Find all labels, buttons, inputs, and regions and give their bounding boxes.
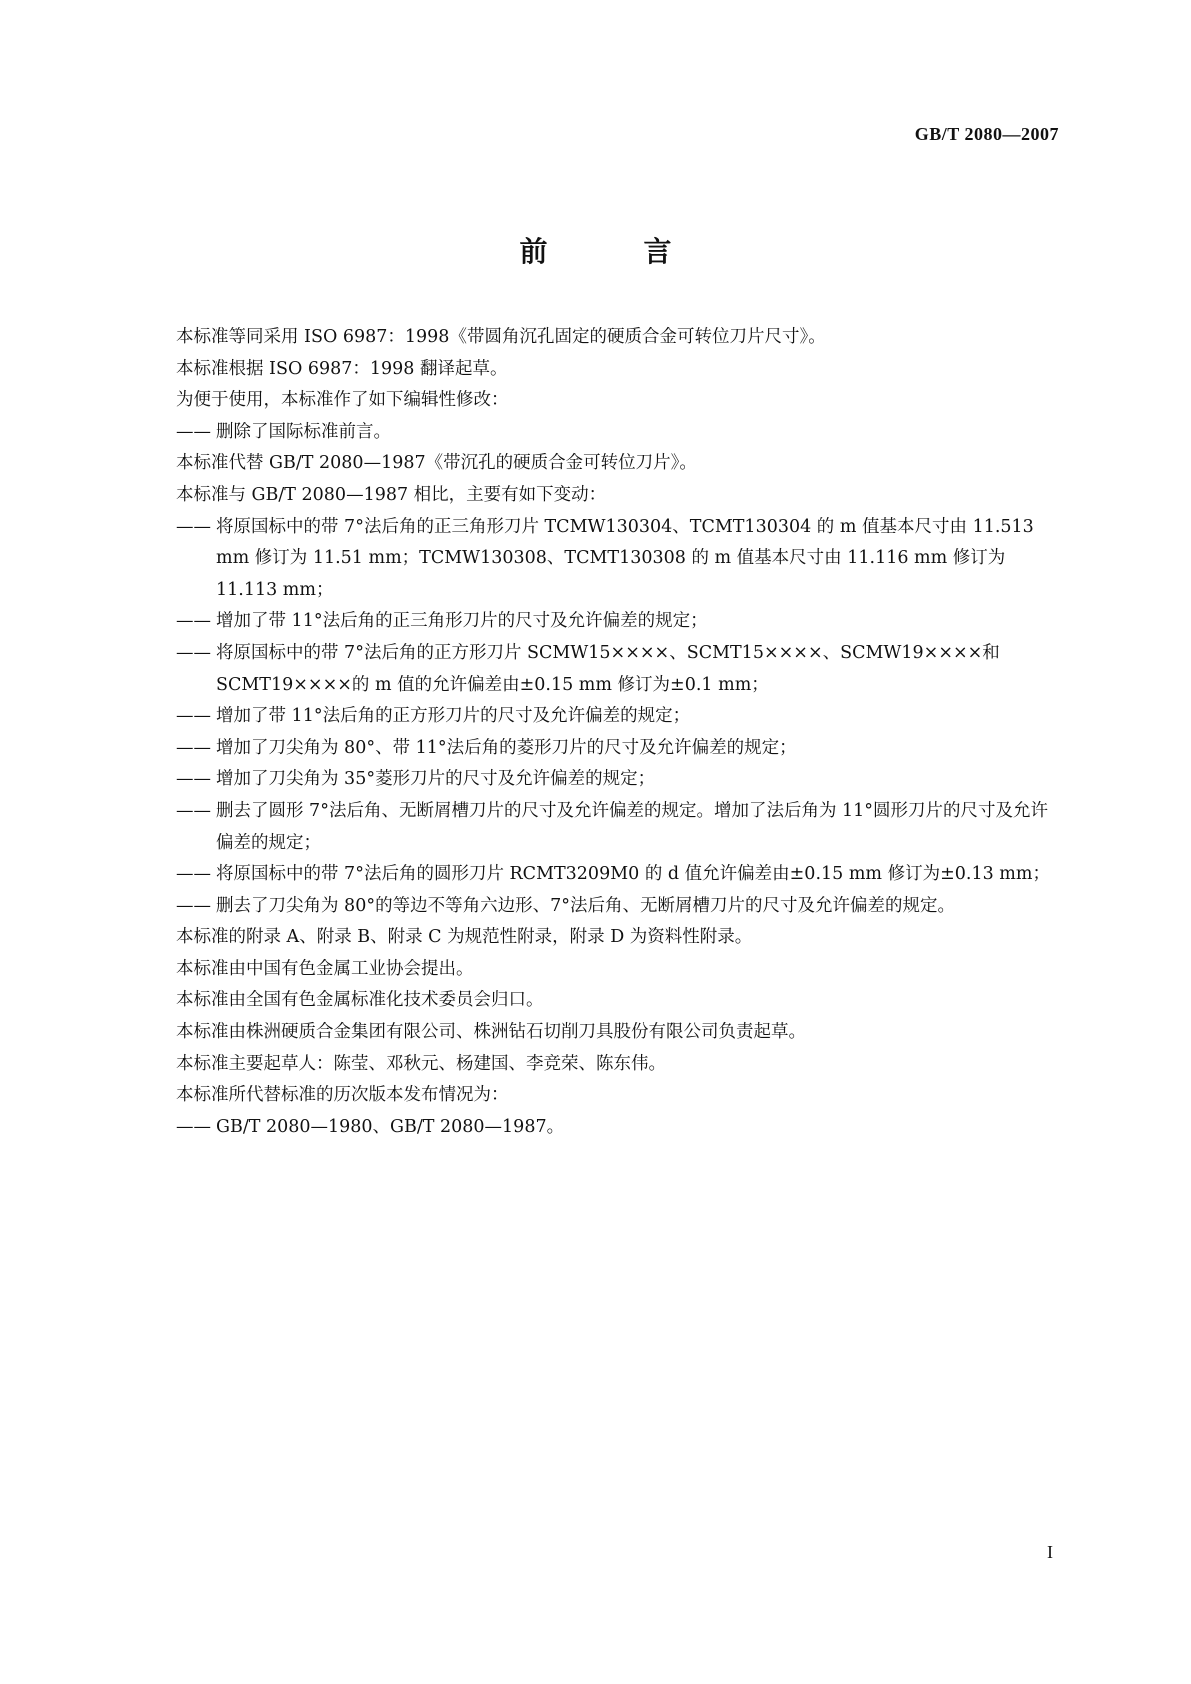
list-dash: —— xyxy=(176,516,211,537)
line-text: 增加了刀尖角为 80°、带 11°法后角的菱形刀片的尺寸及允许偏差的规定； xyxy=(216,737,797,758)
line-text: 本标准由中国有色金属工业协会提出。 xyxy=(176,958,474,979)
paragraph xyxy=(176,322,1056,354)
line-text: 删除了国际标准前言。 xyxy=(216,421,391,442)
list-item xyxy=(176,606,1056,638)
line-text: 为便于使用，本标准作了如下编辑性修改： xyxy=(176,390,509,411)
list-dash: —— xyxy=(176,1116,211,1137)
list-dash: —— xyxy=(176,800,211,821)
line-text: 增加了带 11°法后角的正方形刀片的尺寸及允许偏差的规定； xyxy=(216,706,691,727)
line-text: 将原国标中的带 7°法后角的圆形刀片 RCMT3209M0 的 d 值允许偏差由±0.15 mm 修订为±0.13 mm； xyxy=(216,864,1050,885)
list-item xyxy=(176,417,1056,449)
paragraph xyxy=(176,448,1056,480)
list-item xyxy=(176,764,1056,796)
page-number: I xyxy=(1047,1542,1053,1562)
line-text: 增加了带 11°法后角的正三角形刀片的尺寸及允许偏差的规定； xyxy=(216,611,708,632)
list-item xyxy=(176,512,1056,607)
line-text: 本标准根据 ISO 6987：1998 翻译起草。 xyxy=(176,358,508,379)
list-dash: —— xyxy=(176,611,211,632)
paragraph xyxy=(176,385,1056,417)
list-dash: —— xyxy=(176,642,211,663)
paragraph xyxy=(176,985,1056,1017)
paragraph xyxy=(176,1017,1056,1049)
line-text: 本标准与 GB/T 2080—1987 相比，主要有如下变动： xyxy=(176,484,607,505)
line-text: 将原国标中的带 7°法后角的正三角形刀片 TCMW130304、TCMT130304 的 m 值基本尺寸由 11.513 mm 修订为 11.51 mm；TCMW130308、TCMT130308 的 m 值基本尺寸由 11.116 mm 修订为 11.113 mm； xyxy=(216,516,1034,600)
paragraph xyxy=(176,354,1056,386)
line-text: 本标准由全国有色金属标准化技术委员会归口。 xyxy=(176,990,544,1011)
document-body xyxy=(176,322,1056,1143)
list-dash: —— xyxy=(176,737,211,758)
paragraph xyxy=(176,480,1056,512)
line-text: 本标准所代替标准的历次版本发布情况为： xyxy=(176,1085,509,1106)
list-item xyxy=(176,859,1056,891)
paragraph xyxy=(176,1080,1056,1112)
list-item xyxy=(176,638,1056,701)
line-text: 本标准主要起草人：陈莹、邓秋元、杨建国、李竞荣、陈东伟。 xyxy=(176,1053,666,1074)
page-title: 前 言 xyxy=(519,235,706,268)
line-text: 增加了刀尖角为 35°菱形刀片的尺寸及允许偏差的规定； xyxy=(216,769,656,790)
list-dash: —— xyxy=(176,895,211,916)
list-item xyxy=(176,1112,1056,1144)
list-dash: —— xyxy=(176,769,211,790)
line-text: 删去了圆形 7°法后角、无断屑槽刀片的尺寸及允许偏差的规定。增加了法后角为 11°圆形刀片的尺寸及允许偏差的规定； xyxy=(216,800,1049,853)
list-item xyxy=(176,733,1056,765)
line-text: 本标准等同采用 ISO 6987：1998《带圆角沉孔固定的硬质合金可转位刀片尺寸》。 xyxy=(176,327,826,347)
list-dash: —— xyxy=(176,421,211,442)
list-dash: —— xyxy=(176,864,211,885)
line-text: 本标准代替 GB/T 2080—1987《带沉孔的硬质合金可转位刀片》。 xyxy=(176,453,697,474)
standard-code: GB/T 2080—2007 xyxy=(914,124,1059,144)
line-text: 删去了刀尖角为 80°的等边不等角六边形、7°法后角、无断屑槽刀片的尺寸及允许偏差的规定。 xyxy=(216,895,955,916)
paragraph xyxy=(176,1049,1056,1081)
line-text: 将原国标中的带 7°法后角的正方形刀片 SCMW15××××、SCMT15××××、SCMW19××××和 SCMT19××××的 m 值的允许偏差由±0.15 mm 修订为±0.1 mm； xyxy=(216,642,1000,695)
line-text: GB/T 2080—1980、GB/T 2080—1987。 xyxy=(216,1116,565,1137)
list-item xyxy=(176,891,1056,923)
list-dash: —— xyxy=(176,706,211,727)
line-text: 本标准的附录 A、附录 B、附录 C 为规范性附录，附录 D 为资料性附录。 xyxy=(176,927,753,948)
line-text: 本标准由株洲硬质合金集团有限公司、株洲钻石切削刀具股份有限公司负责起草。 xyxy=(176,1022,806,1043)
list-item xyxy=(176,701,1056,733)
paragraph xyxy=(176,922,1056,954)
list-item xyxy=(176,796,1056,859)
paragraph xyxy=(176,954,1056,986)
